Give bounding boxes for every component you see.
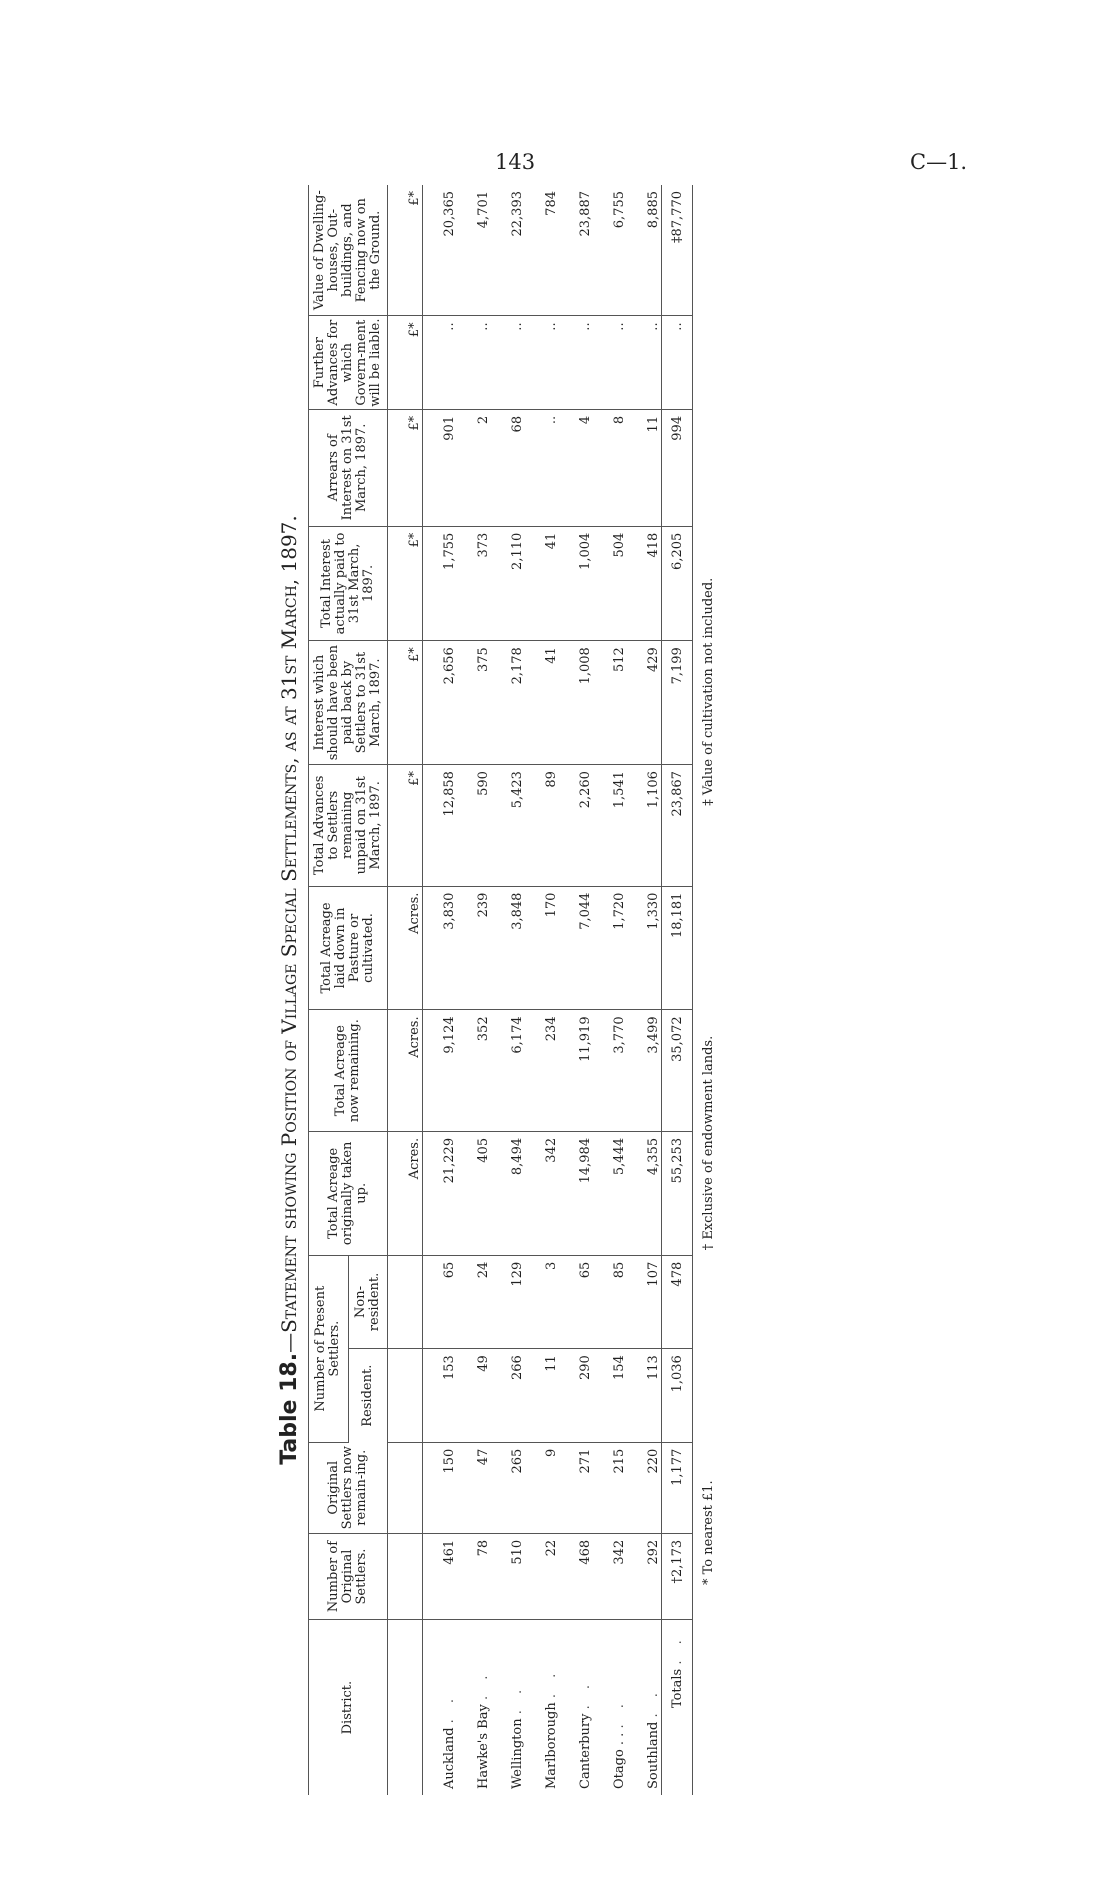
district-cell — [491, 1620, 525, 1795]
col-acreage-remaining: Total Acreage now remaining. — [309, 1010, 388, 1132]
value-cell: 220 — [627, 1442, 662, 1533]
value-cell: 512 — [593, 641, 627, 765]
unit-cell: Acres. — [388, 1131, 423, 1255]
value-cell: 2,110 — [491, 526, 525, 640]
value-cell: 14,984 — [559, 1131, 593, 1255]
value-cell: 78 — [457, 1533, 491, 1619]
value-cell: 265 — [491, 1442, 525, 1533]
value-cell: 4,355 — [627, 1131, 662, 1255]
value-cell: 55,253 — [662, 1131, 693, 1255]
district-name: Auckland — [442, 1727, 457, 1789]
value-cell: 47 — [457, 1442, 491, 1533]
footnote-nearest-pound: * To nearest £1. — [701, 1480, 716, 1585]
unit-cell — [388, 1255, 423, 1348]
table-row — [593, 185, 627, 1795]
value-cell: .. — [525, 409, 559, 526]
value-cell: 429 — [627, 641, 662, 765]
value-cell: 2,656 — [423, 641, 458, 765]
col-interest-paid: Total Interest actually paid to 31st March, 1897. — [309, 526, 388, 640]
value-cell: 65 — [423, 1255, 458, 1348]
district-name: Marlborough — [544, 1702, 559, 1789]
value-cell: 49 — [457, 1349, 491, 1442]
col-arrears: Arrears of Interest on 31st March, 1897. — [309, 409, 388, 526]
unit-cell: Acres. — [388, 1010, 423, 1132]
value-cell: 342 — [593, 1533, 627, 1619]
value-cell: 1,036 — [662, 1349, 693, 1442]
leader-dots: . . — [578, 1678, 593, 1710]
value-cell: 2,260 — [559, 765, 593, 887]
value-cell: 154 — [593, 1349, 627, 1442]
value-cell: 35,072 — [662, 1010, 693, 1132]
district-cell — [423, 1620, 458, 1795]
value-cell: 994 — [662, 409, 693, 526]
table-row — [457, 185, 491, 1795]
value-cell: 150 — [423, 1442, 458, 1533]
value-cell: 11 — [525, 1349, 559, 1442]
value-cell: 22 — [525, 1533, 559, 1619]
document-reference: C—1. — [910, 150, 968, 174]
district-name: Hawke's Bay — [476, 1704, 491, 1789]
unit-cell: £* — [388, 526, 423, 640]
value-cell: 20,365 — [423, 185, 458, 316]
unit-cell: £* — [388, 185, 423, 316]
footnote-cultivation: ‡ Value of cultivation not included. — [701, 577, 716, 806]
table-title-text: —Statement showing Position of Village Special Settlements, as at 31st March, 1897. — [277, 515, 301, 1353]
value-cell: 352 — [457, 1010, 491, 1132]
value-cell: 8 — [593, 409, 627, 526]
value-cell: 41 — [525, 641, 559, 765]
unit-cell: £* — [388, 765, 423, 887]
unit-cell: £* — [388, 316, 423, 409]
value-cell: 24 — [457, 1255, 491, 1348]
value-cell: 342 — [525, 1131, 559, 1255]
unit-cell: Acres. — [388, 886, 423, 1010]
value-cell: 7,044 — [559, 886, 593, 1010]
value-cell: 9 — [525, 1442, 559, 1533]
value-cell: 405 — [457, 1131, 491, 1255]
value-cell: 8,885 — [627, 185, 662, 316]
col-advances: Total Advances to Settlers remaining unpaid on 31st March, 1897. — [309, 765, 388, 887]
value-cell: 510 — [491, 1533, 525, 1619]
value-cell: 1,720 — [593, 886, 627, 1010]
header-row — [309, 185, 349, 1795]
value-cell: 6,755 — [593, 185, 627, 316]
value-cell: 478 — [662, 1255, 693, 1348]
leader-dots: . . — [544, 1667, 559, 1699]
leader-dots: . . — [612, 1698, 627, 1729]
table-title-label: Table 18. — [277, 1352, 302, 1465]
col-non-resident: Non-resident. — [348, 1255, 388, 1348]
district-name: Otago . . — [612, 1732, 627, 1789]
value-cell: 107 — [627, 1255, 662, 1348]
table-title — [270, 185, 308, 1795]
value-cell: 113 — [627, 1349, 662, 1442]
table-row — [627, 185, 662, 1795]
value-cell: 1,330 — [627, 886, 662, 1010]
value-cell: 2,178 — [491, 641, 525, 765]
table-row — [491, 185, 525, 1795]
value-cell: 3,848 — [491, 886, 525, 1010]
leader-dots: . . — [646, 1687, 661, 1718]
district-cell — [457, 1620, 491, 1795]
unit-cell: £* — [388, 409, 423, 526]
value-cell: 8,494 — [491, 1131, 525, 1255]
unit-cell: £* — [388, 641, 423, 765]
value-cell: 504 — [593, 526, 627, 640]
value-cell: 3,770 — [593, 1010, 627, 1132]
value-cell: 234 — [525, 1010, 559, 1132]
value-cell: 89 — [525, 765, 559, 887]
value-cell: .. — [457, 316, 491, 409]
district-cell — [559, 1620, 593, 1795]
value-cell: 1,541 — [593, 765, 627, 887]
col-value-buildings: Value of Dwelling-houses, Out-buildings, and Fencing now on the Ground. — [309, 185, 388, 316]
col-further-advances: Further Advances for which Govern-ment will be liable. — [309, 316, 388, 409]
value-cell: 6,174 — [491, 1010, 525, 1132]
value-cell: 18,181 — [662, 886, 693, 1010]
value-cell: 4,701 — [457, 185, 491, 316]
district-name: Southland — [646, 1721, 661, 1789]
value-cell: 418 — [627, 526, 662, 640]
value-cell: †2,173 — [662, 1533, 693, 1619]
value-cell: 11,919 — [559, 1010, 593, 1132]
district-name: Totals — [669, 1668, 685, 1709]
value-cell: .. — [593, 316, 627, 409]
table-row — [559, 185, 593, 1795]
value-cell: 215 — [593, 1442, 627, 1533]
value-cell: 22,393 — [491, 185, 525, 316]
value-cell: 271 — [559, 1442, 593, 1533]
value-cell: 41 — [525, 526, 559, 640]
rotated-table-block — [270, 185, 780, 1795]
col-interest-due: Interest which should have been paid back by Settlers to 31st March, 1897. — [309, 641, 388, 765]
value-cell: 170 — [525, 886, 559, 1010]
settlements-table — [308, 185, 693, 1795]
value-cell: 1,008 — [559, 641, 593, 765]
value-cell: 461 — [423, 1533, 458, 1619]
value-cell: 266 — [491, 1349, 525, 1442]
units-row — [388, 185, 423, 1795]
col-number-original: Number of Original Settlers. — [309, 1533, 388, 1619]
value-cell: .. — [423, 316, 458, 409]
footnote-endowment: † Exclusive of endowment lands. — [701, 1035, 716, 1251]
value-cell: 3,830 — [423, 886, 458, 1010]
value-cell: 1,177 — [662, 1442, 693, 1533]
value-cell: 65 — [559, 1255, 593, 1348]
value-cell: 784 — [525, 185, 559, 316]
value-cell: 292 — [627, 1533, 662, 1619]
value-cell: 68 — [491, 409, 525, 526]
value-cell: 1,004 — [559, 526, 593, 640]
col-present-settlers: Number of Present Settlers. — [309, 1255, 349, 1442]
unit-cell — [388, 1620, 423, 1795]
value-cell: 290 — [559, 1349, 593, 1442]
value-cell: 6,205 — [662, 526, 693, 640]
value-cell: 5,423 — [491, 765, 525, 887]
leader-dots: . . — [442, 1692, 457, 1724]
unit-cell — [388, 1349, 423, 1442]
col-acreage-taken: Total Acreage originally taken up. — [309, 1131, 388, 1255]
district-cell — [662, 1620, 693, 1795]
value-cell: 901 — [423, 409, 458, 526]
value-cell: 11 — [627, 409, 662, 526]
value-cell: 7,199 — [662, 641, 693, 765]
value-cell: 153 — [423, 1349, 458, 1442]
value-cell: 239 — [457, 886, 491, 1010]
totals-row — [662, 185, 693, 1795]
col-acreage-pasture: Total Acreage laid down in Pasture or cultivated. — [309, 886, 388, 1010]
value-cell: .. — [525, 316, 559, 409]
value-cell: .. — [559, 316, 593, 409]
district-cell — [525, 1620, 559, 1795]
district-cell — [593, 1620, 627, 1795]
value-cell: 1,755 — [423, 526, 458, 640]
value-cell: .. — [491, 316, 525, 409]
value-cell: 85 — [593, 1255, 627, 1348]
table-row — [423, 185, 458, 1795]
value-cell: ‡87,770 — [662, 185, 693, 316]
value-cell: 5,444 — [593, 1131, 627, 1255]
unit-cell — [388, 1442, 423, 1533]
value-cell: .. — [627, 316, 662, 409]
district-name: Wellington — [510, 1718, 525, 1789]
value-cell: 2 — [457, 409, 491, 526]
unit-cell — [388, 1533, 423, 1619]
leader-dots: . . — [510, 1683, 525, 1715]
value-cell: 468 — [559, 1533, 593, 1619]
value-cell: 373 — [457, 526, 491, 640]
value-cell: 129 — [491, 1255, 525, 1348]
value-cell: 21,229 — [423, 1131, 458, 1255]
district-name: Canterbury — [578, 1713, 593, 1789]
page-number: 143 — [495, 150, 536, 174]
value-cell: .. — [662, 316, 693, 409]
table-row — [525, 185, 559, 1795]
footnotes — [701, 185, 716, 1795]
leader-dots: . . — [669, 1634, 685, 1665]
value-cell: 9,124 — [423, 1010, 458, 1132]
value-cell: 3,499 — [627, 1010, 662, 1132]
value-cell: 590 — [457, 765, 491, 887]
value-cell: 23,867 — [662, 765, 693, 887]
value-cell: 4 — [559, 409, 593, 526]
district-cell — [627, 1620, 662, 1795]
value-cell: 1,106 — [627, 765, 662, 887]
leader-dots: . . — [476, 1669, 491, 1701]
value-cell: 23,887 — [559, 185, 593, 316]
value-cell: 3 — [525, 1255, 559, 1348]
col-resident: Resident. — [348, 1349, 388, 1442]
col-district: District. — [309, 1620, 388, 1795]
value-cell: 375 — [457, 641, 491, 765]
value-cell: 12,858 — [423, 765, 458, 887]
col-original-remaining: Original Settlers now remain-ing. — [309, 1442, 388, 1533]
